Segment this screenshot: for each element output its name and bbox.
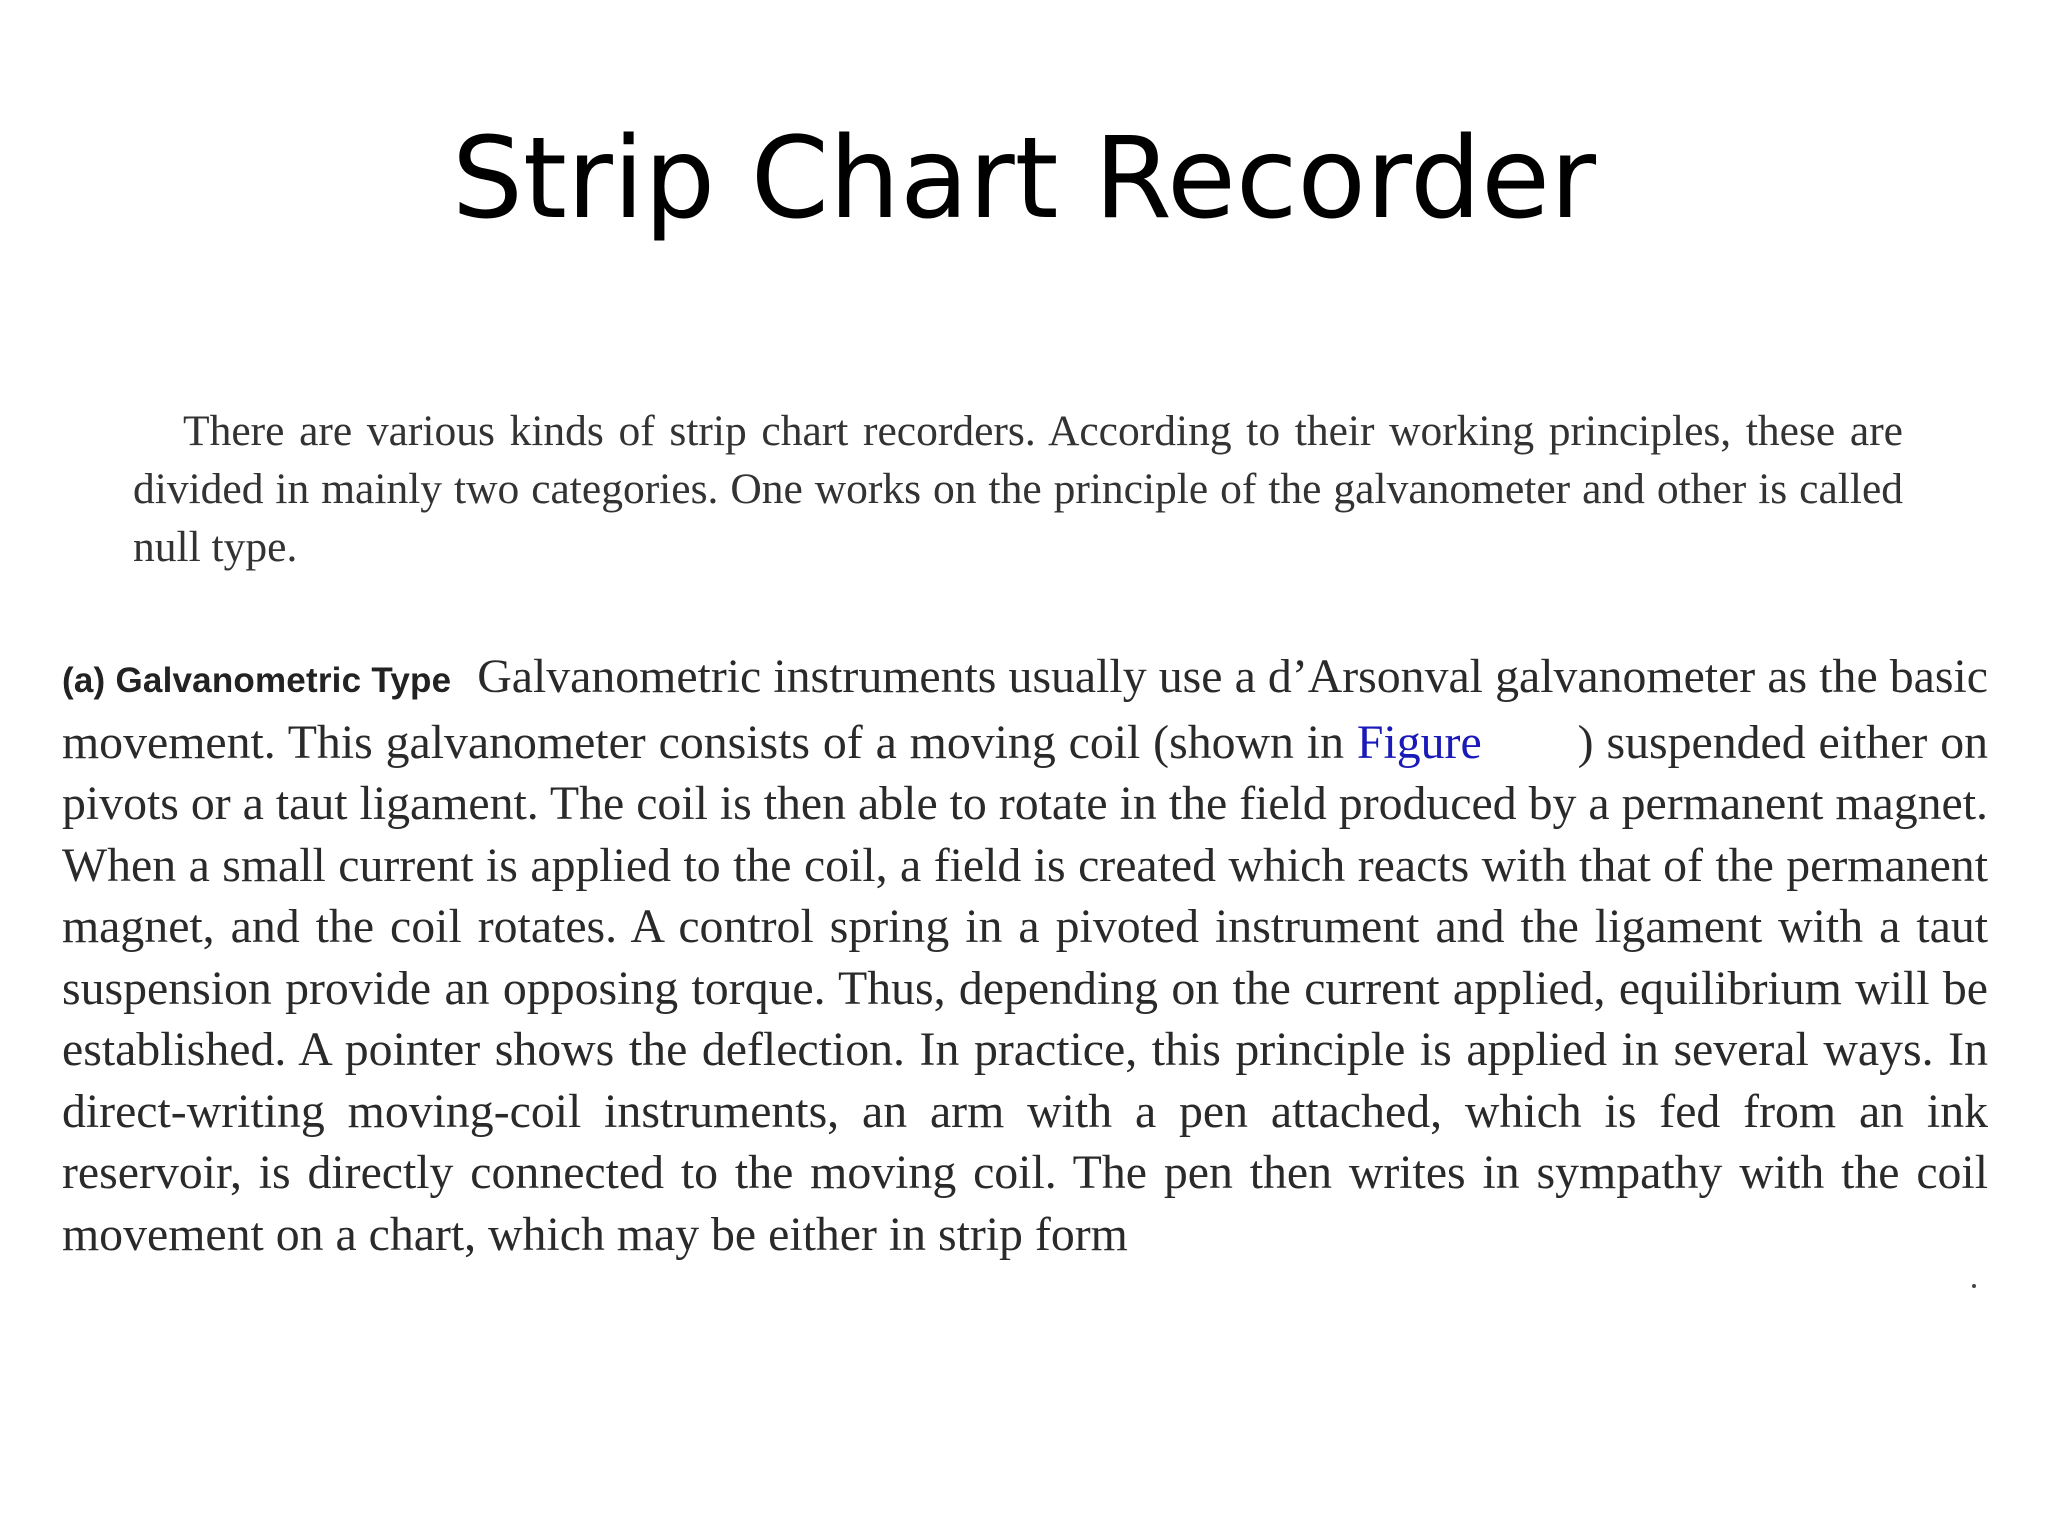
section-heading: (a) Galvanometric Type: [62, 661, 452, 700]
intro-paragraph: There are various kinds of strip chart recorders. According to their working principles, these are divided in mainly two categories. One works on the principle of the galvanometer and other is called null type.: [133, 407, 1903, 571]
figure-reference-link[interactable]: Figure: [1356, 715, 1482, 769]
paragraph-text-before-link: Galvanometric instruments usually use a d’Arsonval galvanometer as the basic movement. This galvanometer consists of a moving coil (shown in: [62, 650, 1988, 769]
slide-title: Strip Chart Recorder: [451, 114, 1597, 244]
paragraph-text-after-link: ) suspended either on pivots or a taut ligament. The coil is then able to rotate in the field produced by a permanent magnet. When a small current is applied to the coil, a field is created which reacts with that of the permanent magnet, and the coil rotates. A control spring in a pivoted instrument and the ligament with a taut suspension provide an opposing torque. Thus, depending on the current applied, equilibrium will be established. A pointer shows the deflection. In practice, this principle is applied in several ways. In direct-writing moving-coil instruments, an arm with a pen attached, which is fed from an ink reservoir, is directly connected to the moving coil. The pen then writes in sympathy with the coil movement on a chart, which may be either in strip form: [62, 715, 1988, 1261]
intro-paragraph-block: [133, 402, 1903, 576]
galvanometric-section: [62, 646, 1988, 1265]
trailing-punctuation-mark: [1972, 1284, 1976, 1288]
galvanometric-paragraph: [62, 646, 1988, 1265]
